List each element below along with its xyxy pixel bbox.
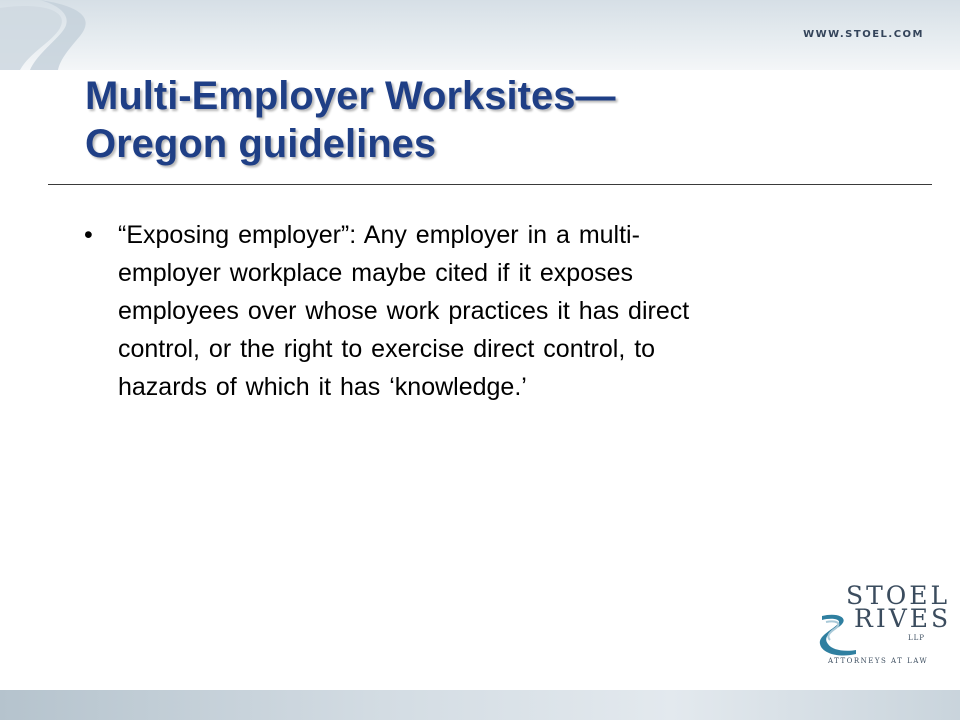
slide-title [85, 72, 615, 168]
bullet-marker: • [84, 221, 93, 249]
bullet-text: “Exposing employer”: Any employer in a multi- employer workplace maybe cited if it exposes employees over whose work practices it has direct control, or the right to exercise direct control, to hazards of which it has ‘knowledge.’ [118, 221, 690, 401]
title-divider [48, 184, 932, 185]
logo-text-llp: LLP [908, 634, 926, 642]
bullet-item [84, 216, 844, 406]
slide-title-line-2: Oregon guidelines [85, 122, 437, 166]
slide-title-line-1: Multi-Employer Worksites— [85, 74, 616, 118]
logo-tagline: ATTORNEYS AT LAW [828, 657, 929, 665]
swoosh-graphic [0, 0, 160, 70]
footer-band [0, 690, 960, 720]
header-band [0, 0, 960, 70]
logo-text-stoel: STOEL [846, 581, 951, 610]
stoel-rives-logo [816, 581, 952, 671]
slide-body [84, 216, 844, 406]
logo-text-rives: RIVES [854, 604, 952, 633]
website-url: WWW.STOEL.COM [803, 29, 924, 40]
logo-wave-icon [816, 612, 858, 656]
